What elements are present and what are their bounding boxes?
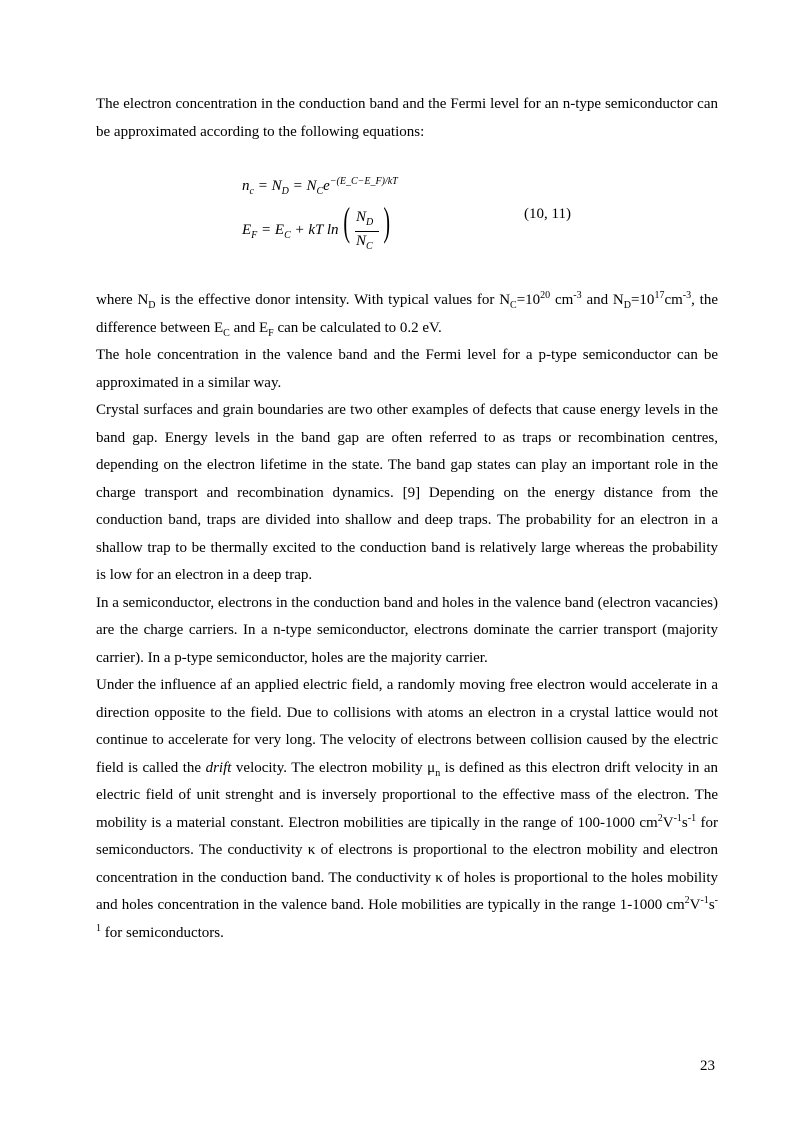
paragraph-donor: where $N_D$ is the effective donor intensity. With typical values for $N_C=10^{20}$ $cm^{-3}$ and $N_D=10^{17}cm^{-3}$, the difference between $E_C$ and $E_F$ can be calculated to 0.2 eV.: [96, 290, 718, 339]
equation-block: [242, 174, 722, 264]
equation-line-2: $E_F = E_C$ + kT ln: [242, 222, 339, 241]
paragraph-intro: The electron concentration in the conduction band and the Fermi level for an n-type semiconductor can be approximated according to the following equations:: [96, 96, 718, 140]
paragraph-carriers: In a semiconductor, electrons in the conduction band and holes in the valence band (electron vacancies) are the charge carriers. In a n-type semiconductor, electrons dominate the carrier transport (majority carrier). In a p-type semiconductor, holes are the majority carrier.: [96, 594, 718, 666]
paragraph-defects: Crystal surfaces and grain boundaries are two other examples of defects that cause energy levels in the band gap. Energy levels in the band gap are often referred to as traps or recombination centres, depending on the electron lifetime in the state. The band gap states can play an important role in the charge transport and recombination dynamics. [9] Depending on the energy distance from the conduction band, traps are divided into shallow and deep traps. The probability for an electron in a shallow trap to be thermally excited to the conduction band is relatively large whereas the probability is low for an electron in a deep trap.: [96, 402, 718, 583]
right-paren: ): [383, 199, 390, 244]
equation-number: (10, 11): [524, 206, 571, 222]
equation-fraction: $N_D$ $N_C$: [352, 207, 384, 257]
paragraph-hole: The hole concentration in the valence band and the Fermi level for a p-type semiconductor can be approximated in a similar way.: [96, 347, 718, 391]
paragraph-mobility: Under the influence af an applied electric field, a randomly moving free electron would accelerate in a direction opposite to the field. Due to collisions with atoms an electron in a crystal lattice would not continue to accelerate for very long. The velocity of electrons between collision caused by the electric field is called the drift velocity. The electron mobility $\mu_n$ is defined as this electron drift velocity in an electric field of unit strenght and is inversely proportional to the effective mass of the electron. The mobility is a material constant. Electron mobilities are tipically in the range of 100-1000 $cm^2V^{-1}s^{-1}$ for semiconductors. The conductivity κ of electrons is proportional to the electron mobility and electron concentration in the conduction band. The conductivity κ of holes is proportional to the holes mobility and holes concentration in the valence band. Hole mobilities are typically in the range 1-1000 $cm^2V^{-1}s^{-1}$ for semiconductors.: [96, 677, 718, 941]
paragraph-body: [96, 287, 718, 947]
equation-line-1: $n_c = N_D = N_Ce^{-(E\_C-E\_F)/kT}$: [242, 176, 398, 197]
left-paren: (: [343, 199, 350, 244]
page-number: 23: [700, 1058, 715, 1074]
